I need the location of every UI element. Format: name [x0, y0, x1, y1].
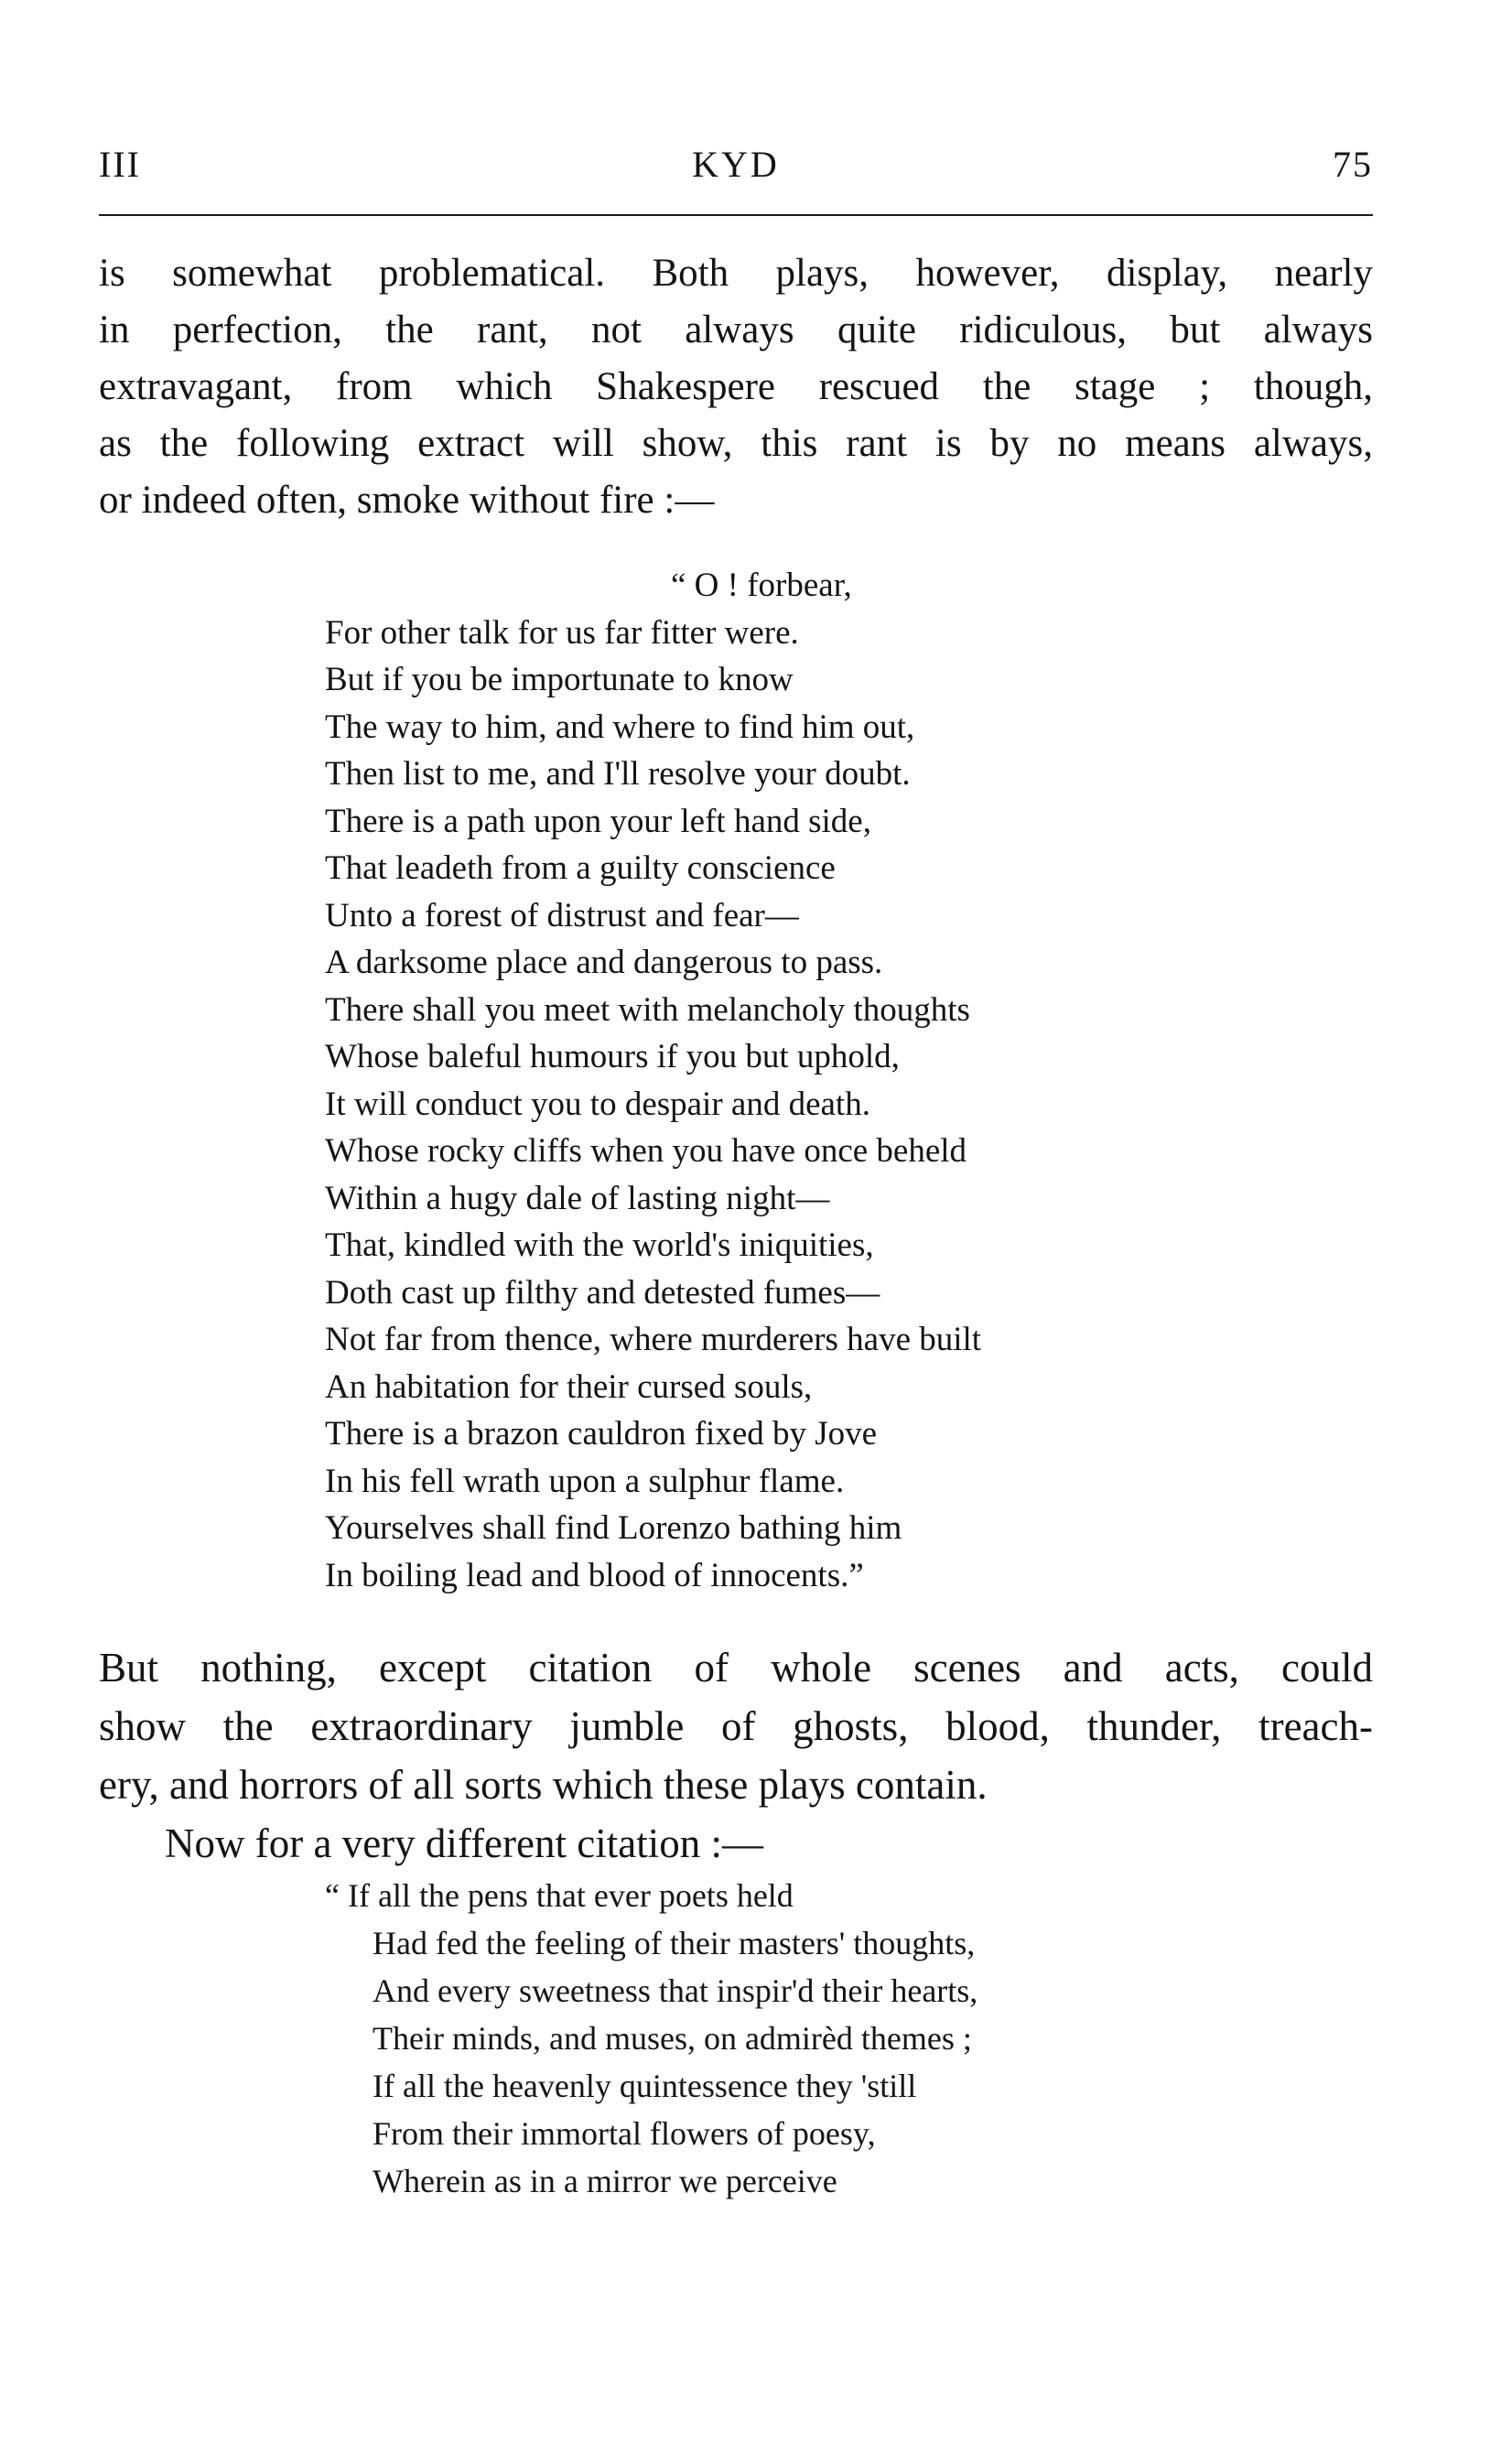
prose-line: But nothing, except citation of whole scenes and acts, could — [99, 1645, 1373, 1691]
verse-line: That, kindled with the world's iniquities, — [325, 1226, 874, 1264]
paragraph-1 — [99, 245, 1373, 529]
running-header — [99, 135, 1373, 187]
prose-line: in perfection, the rant, not always quite ridiculous, but always — [99, 308, 1373, 351]
verse-line: Wherein as in a mirror we perceive — [373, 2163, 837, 2199]
running-title: KYD — [692, 144, 780, 185]
verse-line: There is a brazon cauldron fixed by Jove — [325, 1415, 878, 1453]
verse-line: Yourselves shall find Lorenzo bathing him — [325, 1509, 902, 1547]
verse-line: A darksome place and dangerous to pass. — [325, 944, 883, 981]
prose-line: ery, and horrors of all sorts which these plays contain. — [99, 1762, 988, 1808]
verse-line: Doth cast up filthy and detested fumes— — [325, 1273, 880, 1312]
verse-line: Whose baleful humours if you but uphold, — [325, 1038, 900, 1075]
verse-quotation-1 — [325, 562, 981, 1599]
verse-line: Their minds, and muses, on admirèd themes ; — [373, 2020, 972, 2057]
paragraph-2 — [99, 1638, 1373, 1873]
verse-line: Unto a forest of distrust and fear— — [325, 896, 799, 934]
verse-line: Not far from thence, where murderers have built — [325, 1321, 982, 1358]
verse-line: And every sweetness that inspir'd their hearts, — [373, 1972, 978, 2009]
prose-line: show the extraordinary jumble of ghosts, blood, thunder, treach- — [99, 1703, 1373, 1749]
header-rule — [99, 214, 1373, 216]
prose-line: is somewhat problematical. Both plays, however, display, nearly — [99, 252, 1373, 295]
verse-line: “ If all the pens that ever poets held — [325, 1877, 794, 1914]
prose-line: as the following extract will show, this rant is by no means always, — [99, 422, 1373, 465]
verse-line: Whose rocky cliffs when you have once beheld — [325, 1132, 967, 1170]
verse-line: Then list to me, and I'll resolve your doubt. — [325, 755, 911, 793]
verse-line: If all the heavenly quintessence they 'still — [373, 2068, 917, 2104]
prose-line: extravagant, from which Shakespere rescued the stage ; though, — [99, 365, 1373, 408]
prose-line: or indeed often, smoke without fire :— — [99, 479, 715, 522]
verse-line: Had fed the feeling of their masters' thoughts, — [373, 1925, 976, 1961]
verse-line: There shall you meet with melancholy thoughts — [325, 990, 970, 1029]
verse-line: “ O ! forbear, — [671, 567, 852, 604]
verse-line: In his fell wrath upon a sulphur flame. — [325, 1462, 845, 1500]
verse-line: It will conduct you to despair and death. — [325, 1085, 870, 1123]
verse-line: Within a hugy dale of lasting night— — [325, 1179, 830, 1217]
prose-line: Now for a very different citation :— — [165, 1820, 763, 1866]
chapter-numeral: III — [99, 144, 141, 185]
verse-line: The way to him, and where to find him out, — [325, 708, 915, 746]
verse-line: From their immortal flowers of poesy, — [373, 2115, 876, 2152]
verse-line: There is a path upon your left hand side, — [325, 802, 871, 840]
verse-line: That leadeth from a guilty conscience — [325, 849, 836, 887]
page-number: 75 — [1333, 144, 1373, 185]
verse-line: But if you be importunate to know — [325, 661, 794, 698]
verse-quotation-2 — [325, 1872, 977, 2205]
verse-line: An habitation for their cursed souls, — [325, 1367, 813, 1406]
verse-line: For other talk for us far fitter were. — [325, 613, 799, 652]
verse-line: In boiling lead and blood of innocents.” — [325, 1556, 864, 1594]
